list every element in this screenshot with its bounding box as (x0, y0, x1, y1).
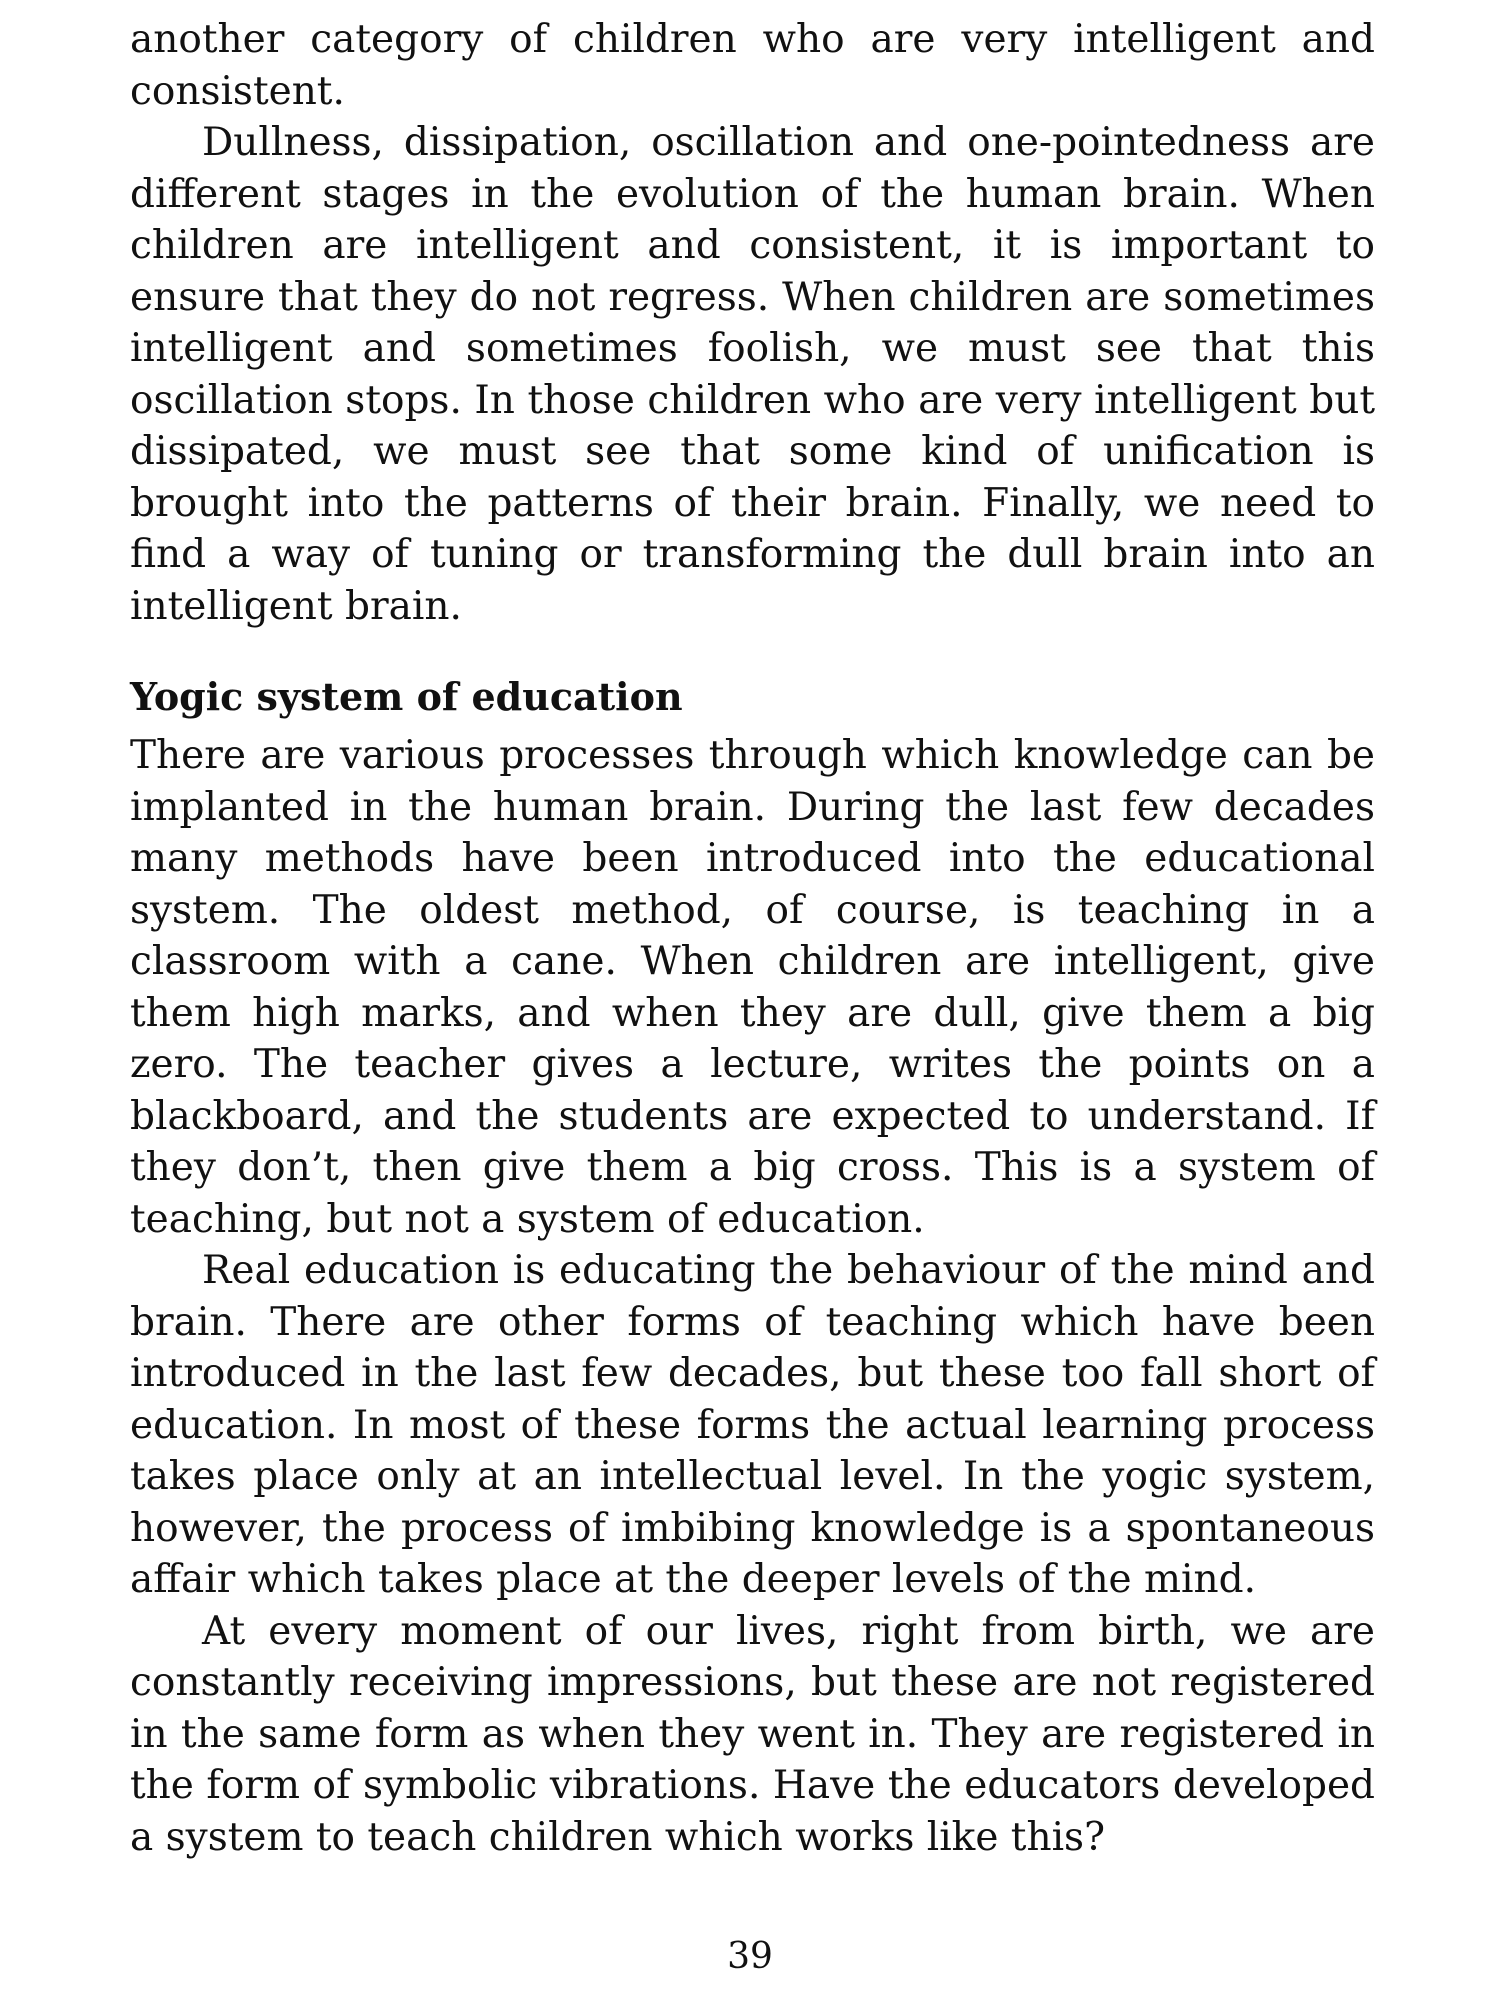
continuation-text (130, 14, 1375, 632)
page-number: 39 (727, 1936, 773, 1977)
paragraph-brain-stages: Dullness, dissipation, oscillation and one-pointedness are different stages in the evolution of the human brain. When children are intelligent and consistent, it is important to ensure that they do not regress. When children are sometimes intelligent and sometimes foolish, we must see that this oscillation stops. In those children who are very intelligent but dissipated, we must see that some kind of unification is brought into the patterns of their brain. Finally, we need to find a way of tuning or transforming the dull brain into an intelligent brain. (130, 120, 1375, 629)
paragraph-real-education: Real education is educating the behaviour of the mind and brain. There are other forms of teaching which have been introduced in the last few decades, but these too fall short of education. In most of these forms the actual learning process takes place only at an intellectual level. In the yogic system, however, the process of imbibing knowledge is a spontaneous affair which takes place at the deeper levels of the mind. (130, 1248, 1375, 1602)
section-body (130, 730, 1375, 1863)
paragraph-continued: another category of children who are very intelligent and consistent. (130, 17, 1375, 114)
section-heading: Yogic system of education (130, 674, 683, 719)
paragraph-impressions: At every moment of our lives, right from birth, we are constantly receiving impressions, but these are not registered in the same form as when they went in. They are registered in the form of symbolic vibrations. Have the educators developed a system to teach children which works like this? (130, 1608, 1375, 1860)
paragraph-processes: There are various processes through which knowledge can be implanted in the human brain. During the last few decades many methods have been introduced into the educational system. The oldest method, of course, is teaching in a classroom with a cane. When children are intelligent, give them high marks, and when they are dull, give them a big zero. The teacher gives a lecture, writes the points on a blackboard, and the students are expected to understand. If they don’t, then give them a big cross. This is a system of teaching, but not a system of education. (130, 733, 1375, 1242)
